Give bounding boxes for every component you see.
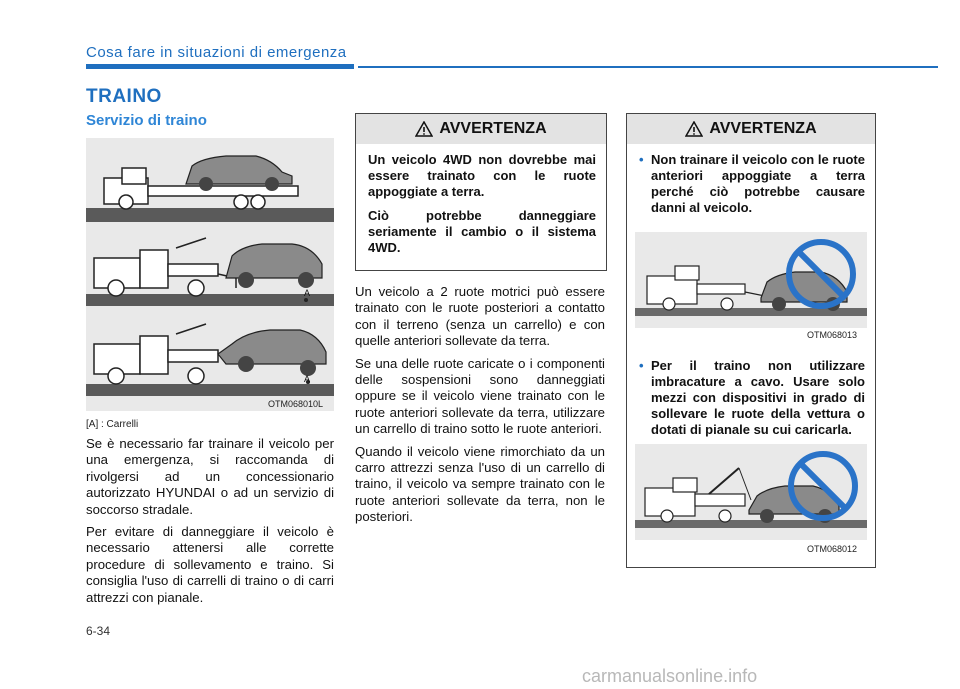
- warning-text: Ciò potrebbe danneggiare seriamente il cambio o il sistema 4WD.: [368, 208, 596, 255]
- warning-triangle-icon: [685, 121, 703, 137]
- prohibited-tow-illustration: [635, 232, 867, 328]
- warning-text: Non trainare il veicolo con le ruote anteriori appoggiate a terra perché ciò potrebbe causare danni al veicolo.: [651, 152, 865, 215]
- prohibited-towing-figure-1: [635, 232, 867, 328]
- warning-text: Un veicolo 4WD non dovrebbe mai essere trainato con le ruote appoggiate a terra.: [368, 152, 596, 199]
- paragraph: Se una delle ruote caricate o i componenti delle sospensioni sono danneggiati oppure se il veicolo viene trainato con le ruote anteriori sollevate da terra, utilizzare un carrello di traino sotto le ruote anteriori.: [355, 355, 605, 437]
- towing-methods-figure: [86, 138, 334, 411]
- towing-illustration: [86, 138, 334, 411]
- warning-title: AVVERTENZA: [439, 120, 547, 137]
- warning-title: AVVERTENZA: [709, 120, 817, 137]
- bullet-dot: •: [639, 358, 644, 373]
- warning-body-2: [627, 350, 875, 446]
- dolly-label-a-2: A: [304, 374, 311, 384]
- figure-code: OTM068013: [807, 330, 858, 340]
- warning-body: [356, 144, 606, 256]
- warning-box-towing: [626, 113, 876, 568]
- page-heading: TRAINO: [86, 86, 162, 107]
- warning-header: [627, 114, 875, 144]
- paragraph: Un veicolo a 2 ruote motrici può essere trainato con le ruote posteriori a contatto con il terreno (senza un carrello) e con quelle anteriori sollevate da terra.: [355, 284, 605, 349]
- paragraph: Quando il veicolo viene rimorchiato da un carro attrezzi senza l'uso di un carrello di traino, il veicolo va sempre trainato con le ruote anteriori sollevate da terra, non le posteriori.: [355, 443, 605, 525]
- warning-bullet: [639, 152, 865, 216]
- paragraph: Per evitare di danneggiare il veicolo è necessario attenersi alle corrette procedure di sollevamento e traino. Si consiglia l'uso di carrelli di traino o di carri attrezzi con pianale.: [86, 524, 334, 605]
- prohibited-sling-illustration: [635, 444, 867, 540]
- watermark-bottom: carmanualsonline.info: [582, 666, 758, 686]
- figure-caption: [A] : Carrelli: [86, 419, 139, 430]
- warning-box-4wd: [355, 113, 607, 271]
- bullet-dot: •: [639, 152, 644, 167]
- page-number: 6-34: [86, 624, 111, 638]
- figure-code: OTM068012: [807, 544, 858, 554]
- warning-body: [627, 144, 875, 216]
- section-title: Cosa fare in situazioni di emergenza: [86, 44, 347, 61]
- left-column-text: [86, 436, 334, 612]
- paragraph: Se è necessario far trainare il veicolo per una emergenza, si raccomanda di rivolgersi ad un concessionario autorizzato HYUNDAI o ad un servizio di soccorso stradale.: [86, 436, 334, 517]
- dolly-label-a: A: [304, 288, 311, 298]
- middle-column-text: [355, 284, 605, 532]
- figure-code: OTM068010L: [268, 399, 324, 409]
- warning-bullet: [639, 358, 865, 438]
- warning-header: [356, 114, 606, 144]
- warning-text: Per il traino non utilizzare imbracature a cavo. Usare solo mezzi con dispositivi in grado di sollevare le ruote della vettura o dotati di pianale su cui caricarla.: [651, 358, 865, 437]
- prohibited-towing-figure-2: [635, 444, 867, 540]
- header-rule-accent: [86, 64, 354, 69]
- subheading: Servizio di traino: [86, 112, 207, 129]
- header-rule: [358, 66, 938, 68]
- warning-triangle-icon: [415, 121, 433, 137]
